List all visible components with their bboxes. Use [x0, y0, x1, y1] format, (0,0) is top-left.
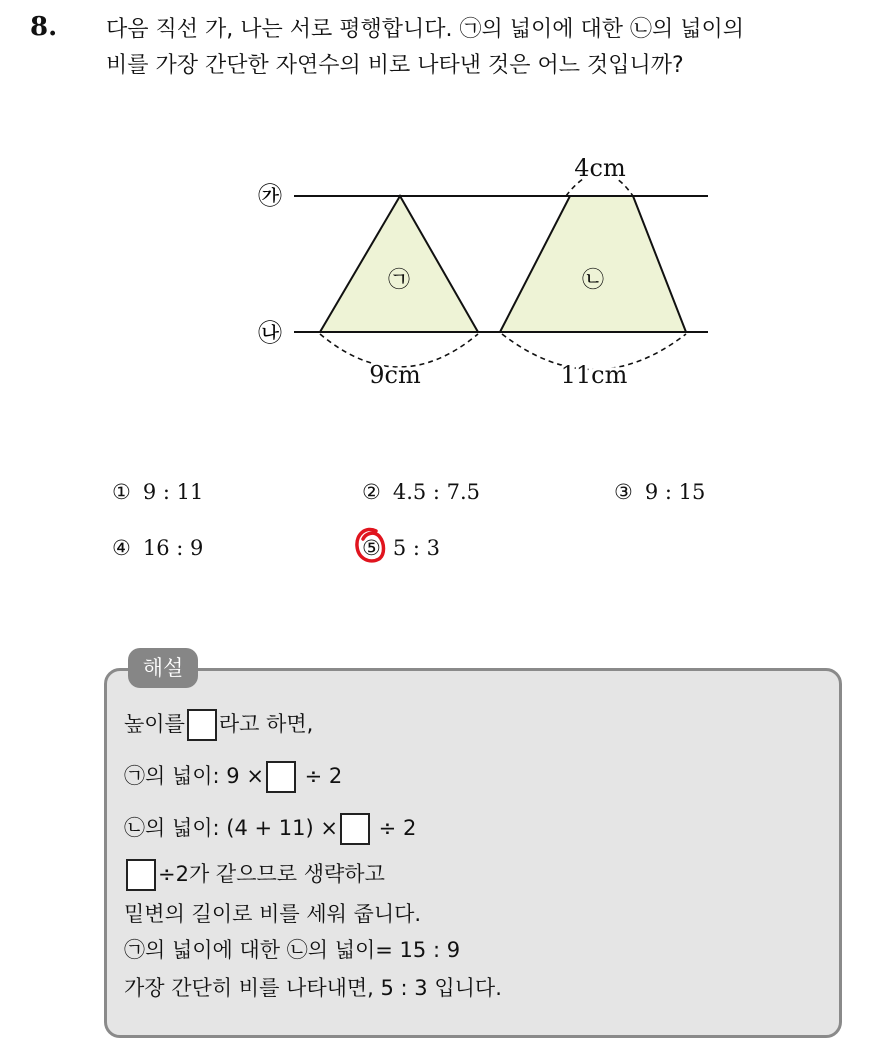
solution-line-4 — [124, 858, 385, 891]
question-line-1: 다음 직선 가, 나는 서로 평행합니다. ㉠의 넓이에 대한 ㉡의 넓이의 — [106, 17, 744, 42]
choice-marker: ③ — [614, 480, 633, 504]
solution-text: 높이를 — [124, 712, 185, 736]
solution-line-6: ㉠의 넓이에 대한 ㉡의 넓이= 15 : 9 — [124, 938, 461, 962]
solution-line-5: 밑변의 길이로 비를 세워 줍니다. — [124, 902, 422, 926]
choice-text: 9 : 11 — [142, 480, 204, 504]
solution-text: ㉡의 넓이: (4 + 11) × — [124, 816, 338, 840]
solution-line-3 — [124, 812, 416, 845]
solution-text: ÷ 2 — [378, 816, 417, 840]
solution-text: ㉠의 넓이: 9 × — [124, 764, 264, 788]
measure-trapezoid-base: 11cm — [560, 361, 628, 389]
choice-text: 5 : 3 — [392, 536, 440, 560]
label-triangle: ㉠ — [387, 268, 411, 293]
measure-triangle-base: 9cm — [369, 361, 421, 389]
choice-marker: ① — [112, 480, 131, 504]
choice-text: 16 : 9 — [142, 536, 204, 560]
question-number: 8. — [30, 12, 58, 42]
choice-4[interactable] — [112, 536, 203, 560]
choice-text: 4.5 : 7.5 — [392, 480, 481, 504]
measure-top: 4cm — [574, 154, 626, 182]
label-line-ga: ㉮ — [258, 182, 282, 210]
label-line-na: ㉯ — [258, 319, 282, 347]
choice-1[interactable] — [112, 480, 203, 504]
question-line-2: 비를 가장 간단한 자연수의 비로 나타낸 것은 어느 것입니까? — [106, 53, 684, 78]
parallel-lines-diagram — [0, 0, 884, 420]
solution-badge: 해설 — [128, 648, 198, 688]
choice-marker: ④ — [112, 536, 131, 560]
blank-box — [266, 761, 296, 793]
selected-answer-mark-icon — [354, 526, 386, 566]
blank-box — [126, 859, 156, 891]
choice-text: 9 : 15 — [644, 480, 706, 504]
triangle-shape — [320, 196, 478, 332]
blank-box — [187, 709, 217, 741]
solution-line-7: 가장 간단히 비를 나타내면, 5 : 3 입니다. — [124, 976, 502, 1000]
choice-marker: ⑤ — [362, 536, 381, 560]
choice-marker: ② — [362, 480, 381, 504]
choice-3[interactable] — [614, 480, 705, 504]
solution-line-2 — [124, 760, 342, 793]
trapezoid-shape — [500, 196, 686, 332]
solution-text: ÷2가 같으므로 생략하고 — [158, 862, 385, 886]
choice-2[interactable] — [362, 480, 480, 504]
blank-box — [340, 813, 370, 845]
solution-line-1 — [124, 708, 313, 741]
solution-text: ÷ 2 — [304, 764, 343, 788]
label-trapezoid: ㉡ — [581, 268, 605, 293]
solution-text: 라고 하면, — [218, 712, 314, 736]
